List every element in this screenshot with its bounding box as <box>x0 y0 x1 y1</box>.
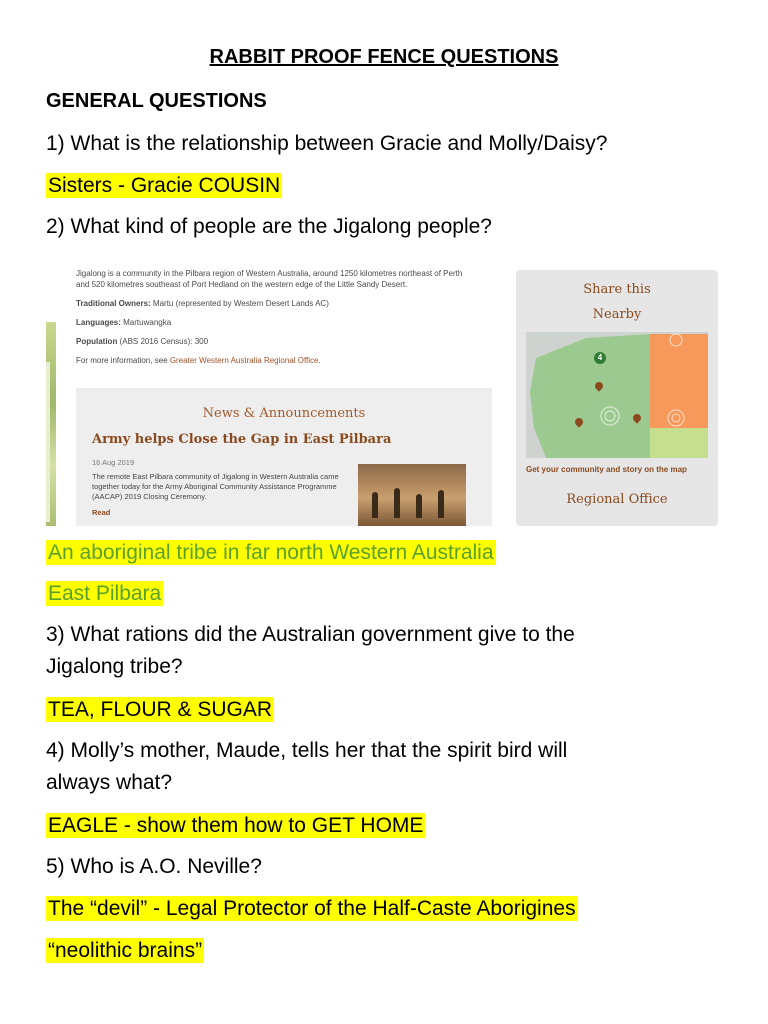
map-graphic <box>526 332 708 458</box>
question-3-line-2: Jigalong tribe? <box>46 655 183 678</box>
photo-figure <box>438 490 444 518</box>
map-caption-link[interactable]: Get your community and story on the map <box>526 465 687 474</box>
map-count-badge[interactable]: 4 <box>594 352 606 364</box>
answer-3: TEA, FLOUR & SUGAR <box>48 698 273 721</box>
traditional-owners-label: Traditional Owners: <box>76 299 151 308</box>
map[interactable] <box>526 332 708 458</box>
question-4-line-1: 4) Molly’s mother, Maude, tells her that the spirit bird will <box>46 739 568 762</box>
sidebar-panel <box>516 270 718 526</box>
question-3-line-1: 3) What rations did the Australian government give to the <box>46 623 575 646</box>
answer-5b: “neolithic brains” <box>48 939 203 962</box>
more-info-prefix: For more information, see <box>76 356 168 365</box>
section-heading: GENERAL QUESTIONS <box>46 90 267 112</box>
more-info-suffix: . <box>318 356 321 365</box>
question-5: 5) Who is A.O. Neville? <box>46 855 262 878</box>
news-body: The remote East Pilbara community of Jigalong in Western Australia came together today for the Army Aboriginal Community Assistance Programme (AACAP) 2019 Closing Ceremony. <box>92 472 339 501</box>
regional-office-sidebar-link[interactable]: Regional Office <box>566 492 668 507</box>
answer-5a: The “devil” - Legal Protector of the Half-Caste Aborigines <box>48 897 576 920</box>
share-this-link[interactable]: Share this <box>583 282 651 297</box>
languages-value: Martuwangka <box>123 318 172 327</box>
nearby-link[interactable]: Nearby <box>592 307 642 322</box>
news-date: 16 Aug 2019 <box>92 458 135 467</box>
intro-line-2: and 520 kilometres southeast of Port Hedland on the western edge of the Little Sandy Desert. <box>76 280 408 289</box>
population-label: Population <box>76 337 118 346</box>
news-headline-link[interactable]: Army helps Close the Gap in East Pilbara <box>92 432 392 447</box>
news-section-title: News & Announcements <box>202 406 366 421</box>
embedded-screenshot <box>46 262 722 526</box>
photo-figure <box>416 494 422 518</box>
answer-1: Sisters - Gracie COUSIN <box>48 174 281 197</box>
question-1: 1) What is the relationship between Gracie and Molly/Daisy? <box>46 132 608 155</box>
news-panel <box>76 388 492 526</box>
document-title: RABBIT PROOF FENCE QUESTIONS <box>209 46 559 68</box>
intro-line-1: Jigalong is a community in the Pilbara region of Western Australia, around 1250 kilometres northeast of Perth <box>76 269 463 278</box>
photo-figure <box>372 492 378 518</box>
news-read-link[interactable]: Read <box>92 508 111 517</box>
decorative-strip-highlight <box>46 362 50 522</box>
traditional-owners-value: Martu (represented by Western Desert Lands AC) <box>152 299 329 308</box>
question-4-line-2: always what? <box>46 771 173 794</box>
news-photo <box>358 464 466 526</box>
answer-2b: East Pilbara <box>48 582 162 605</box>
answer-4: EAGLE - show them how to GET HOME <box>48 814 424 837</box>
question-2: 2) What kind of people are the Jigalong people? <box>46 215 492 238</box>
photo-figure <box>394 488 400 518</box>
regional-office-link[interactable]: Greater Western Australia Regional Office <box>169 356 319 365</box>
population-value: (ABS 2016 Census): 300 <box>119 337 209 346</box>
community-intro <box>76 268 516 374</box>
languages-label: Languages: <box>76 318 121 327</box>
answer-2a: An aboriginal tribe in far north Western Australia <box>48 541 494 564</box>
